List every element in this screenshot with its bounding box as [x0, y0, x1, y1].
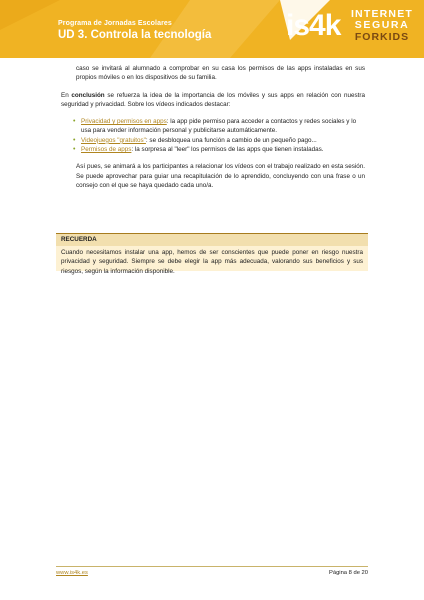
conclusion-text: se refuerza la idea de la importancia de los móviles y sus apps en relación con nuestra seguridad y privacidad. Sobre los vídeos indicados destacar: [61, 91, 365, 108]
bullet-text: : la sorpresa al "leer" los permisos de las apps que tienen instaladas. [131, 146, 324, 154]
list-item [61, 117, 365, 136]
logo-mark: is4k [286, 9, 341, 42]
website-link[interactable]: www.is4k.es [56, 570, 88, 576]
page-header [0, 0, 424, 58]
logo-line-internet: INTERNET [350, 8, 414, 20]
recuerda-box [56, 233, 368, 275]
list-item [61, 145, 365, 154]
video-link-videojuegos[interactable]: Videojuegos "gratuitos" [81, 136, 146, 144]
bullet-text: : se desbloquea una función a cambio de un pequeño pago... [145, 136, 317, 144]
unit-title: UD 3. Controla la tecnología [58, 29, 212, 41]
bullet-icon: • [73, 118, 76, 126]
bullet-icon: • [73, 146, 76, 154]
logo-wordmark [350, 9, 414, 43]
bullet-icon: • [73, 136, 76, 144]
is4k-logo [286, 6, 414, 52]
list-item [61, 136, 365, 145]
recuerda-title: RECUERDA [56, 233, 368, 246]
page-number: Página 8 de 20 [328, 570, 368, 576]
conclusion-paragraph [61, 91, 365, 110]
logo-line-forkids: FORKIDS [354, 31, 410, 43]
document-body [61, 64, 365, 190]
page-footer [56, 566, 368, 578]
video-link-privacidad[interactable]: Privacidad y permisos en apps [81, 118, 167, 126]
bullet-text: : la app pide permiso para acceder a contactos y redes sociales y lo usa para vender información personal y publicitarse automáticamente. [81, 118, 357, 135]
closing-paragraph: Así pues, se animará a los participantes a relacionar los vídeos con el trabajo realizado en esta sesión. Se puede aprovechar para guiar una recapitulación de lo aprendido, concluyendo con una frase o un consejo con el que se haya quedado cada uno/a. [76, 163, 365, 189]
video-link-permisos[interactable]: Permisos de apps [81, 146, 132, 154]
recuerda-text: Cuando necesitamos instalar una app, hemos de ser conscientes que puede poner en riesgo nuestra privacidad y seguridad. Siempre se debe elegir la app más adecuada, valorando sus beneficios y sus riesgos, según la información disponible. [61, 249, 363, 275]
conclusion-label: conclusión [71, 91, 105, 99]
logo-line-segura: SEGURA [354, 19, 410, 31]
program-subtitle: Programa de Jornadas Escolares [58, 20, 172, 27]
header-text [58, 20, 211, 41]
conclusion-prefix: En [61, 91, 72, 99]
intro-paragraph: caso se invitará al alumnado a comprobar en su casa los permisos de las apps instaladas en sus propios móviles o en los dispositivos de su familia. [76, 65, 365, 82]
